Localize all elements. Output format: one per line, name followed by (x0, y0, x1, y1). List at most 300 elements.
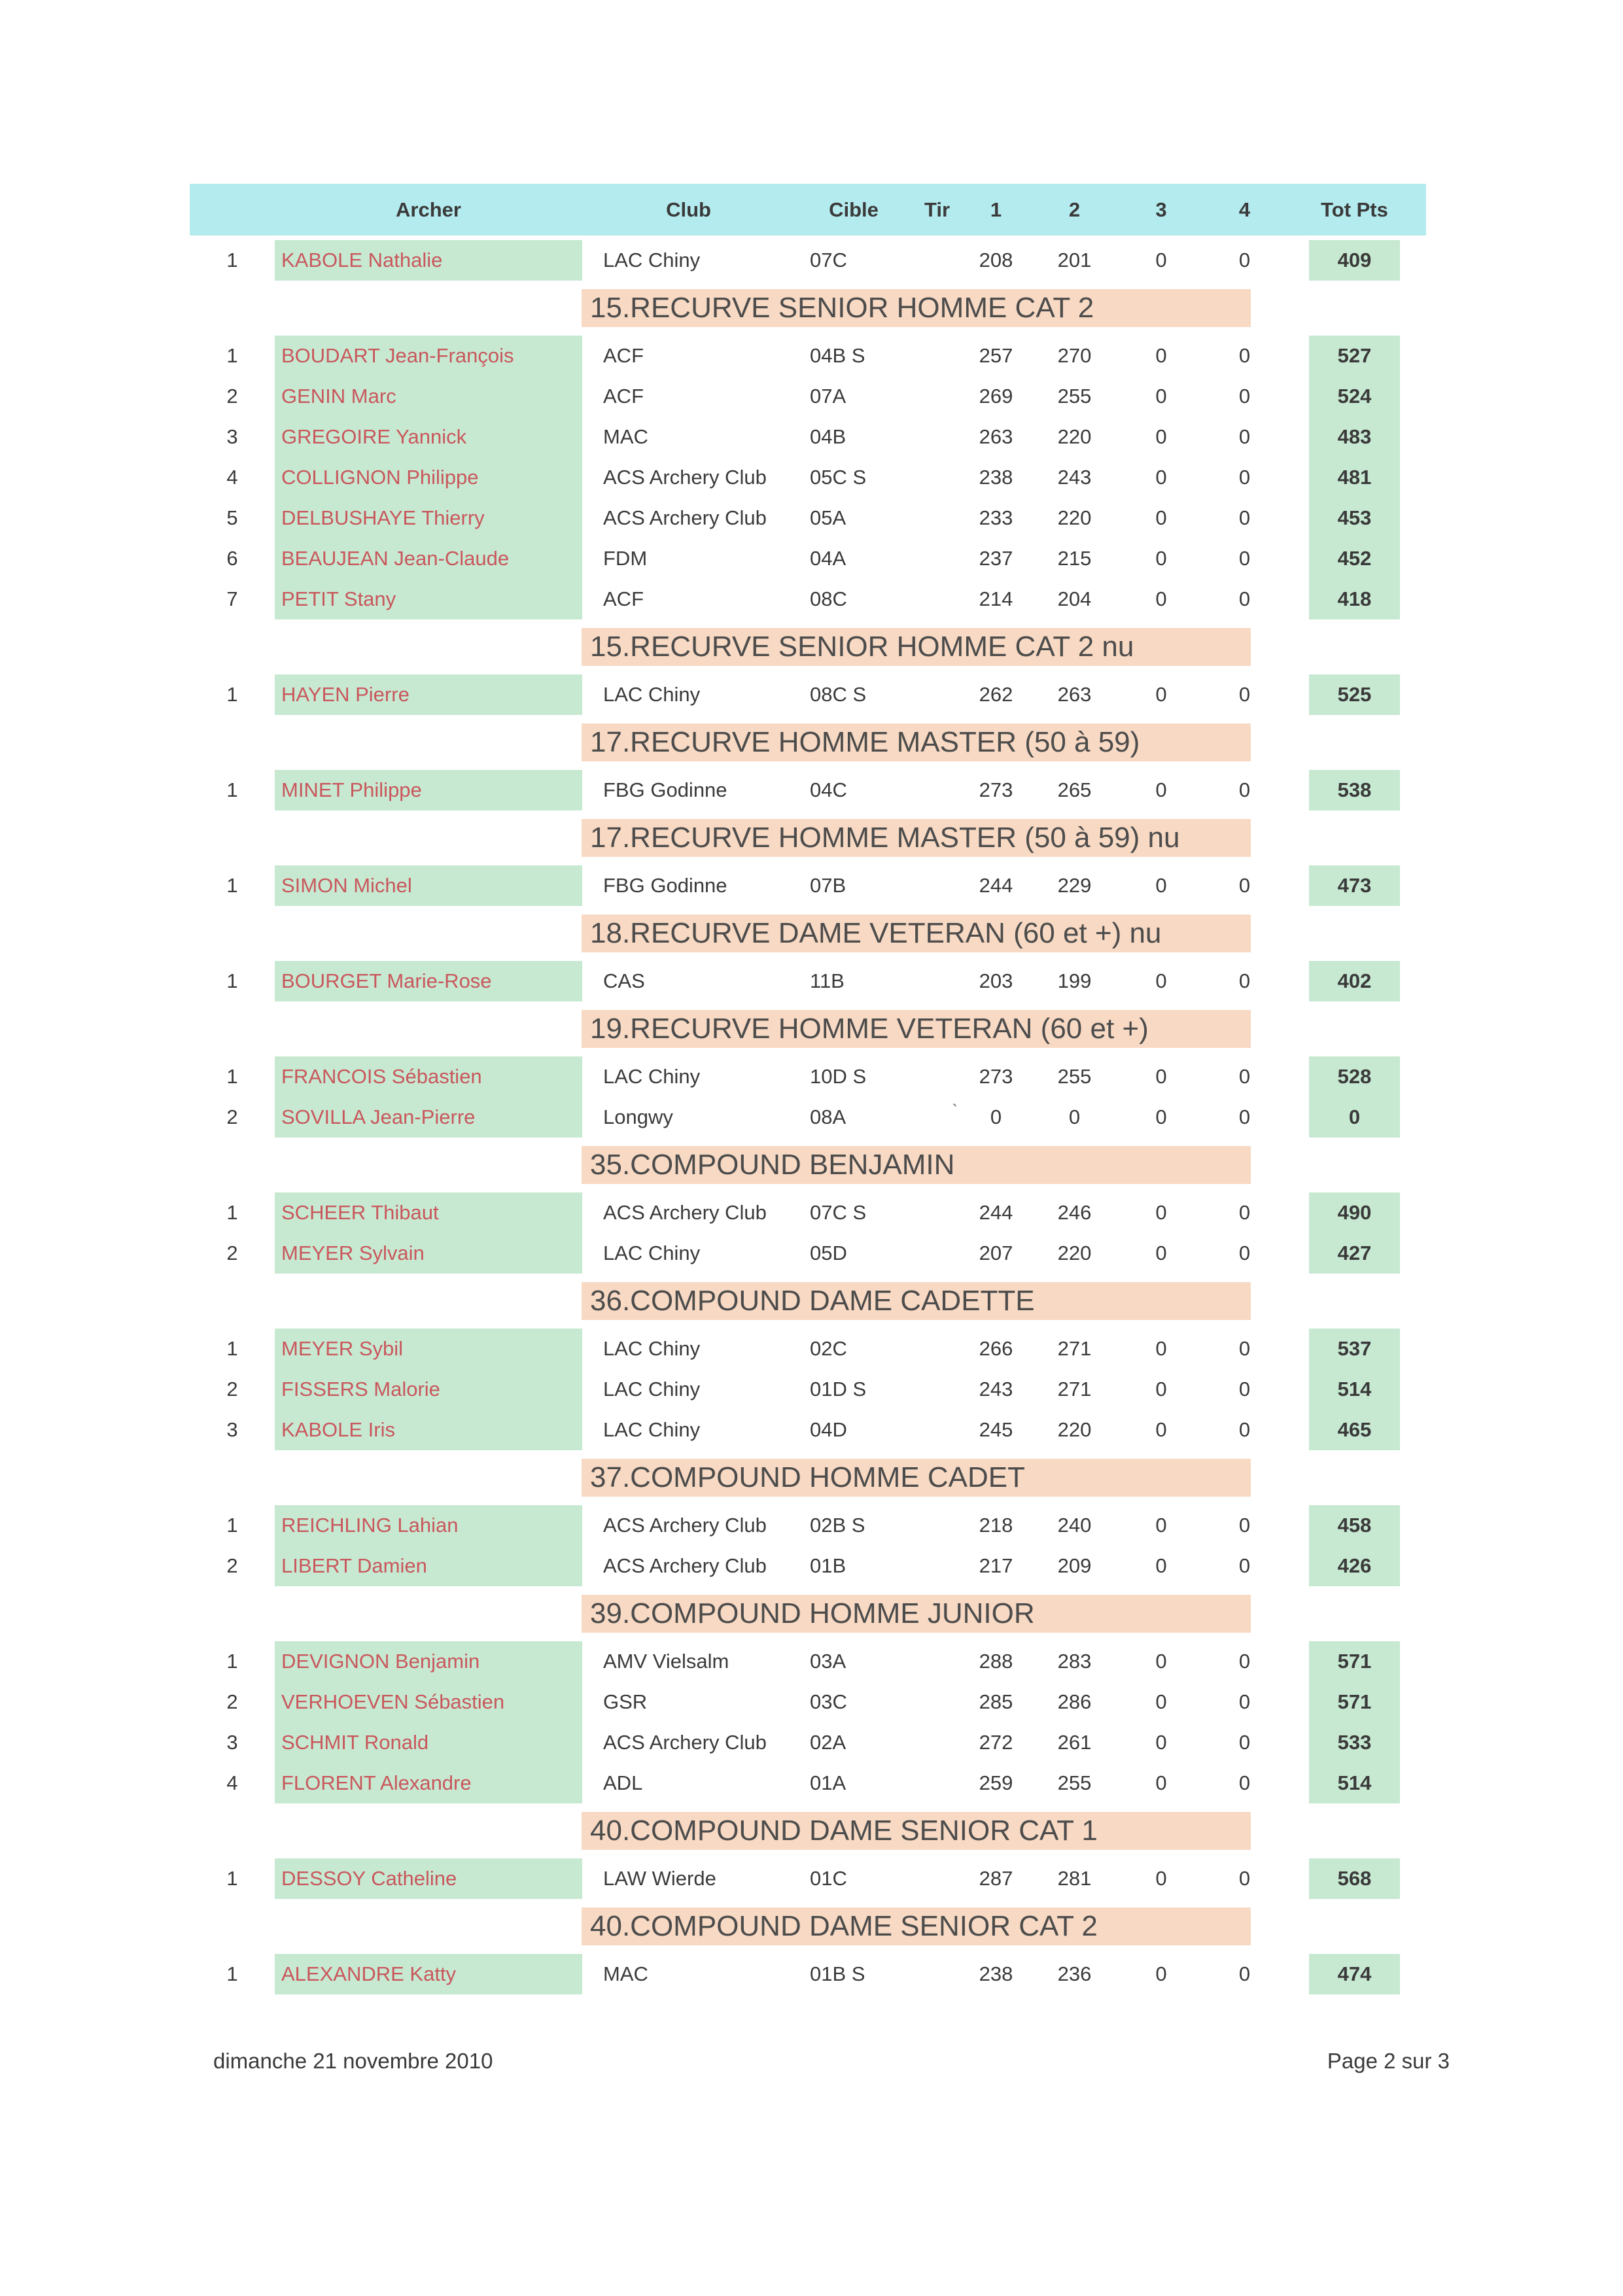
cible-cell: 04B S (810, 344, 865, 367)
rank-cell: 3 (226, 1418, 238, 1441)
category-rows (190, 770, 1426, 810)
total-points-cell: 571 (1309, 1682, 1400, 1722)
tail-cell (1400, 336, 1426, 376)
score1-cell: 287 (979, 1867, 1013, 1890)
tail-cell (1400, 1641, 1426, 1682)
score3-cell: 0 (1155, 249, 1167, 271)
cible-cell: 10D S (810, 1065, 867, 1088)
archer-name-cell: DELBUSHAYE Thierry (275, 498, 582, 538)
score4-cell: 0 (1238, 1731, 1251, 1754)
category-section (190, 819, 1426, 906)
category-rows (190, 961, 1426, 1001)
tir-cell (913, 1722, 962, 1763)
tail-cell (1400, 1763, 1426, 1803)
tail-cell (1400, 1722, 1426, 1763)
column-header-score4: 4 (1238, 198, 1251, 221)
score3-cell: 0 (1155, 1731, 1167, 1754)
tail-cell (1400, 1056, 1426, 1097)
rank-cell: 1 (226, 1962, 238, 1985)
rank-cell: 3 (226, 1731, 238, 1754)
club-cell: LAC Chiny (603, 1337, 701, 1360)
cible-cell: 01C (810, 1867, 847, 1890)
tail-cell (1400, 1369, 1426, 1410)
club-cell: ACF (603, 344, 644, 367)
spacer-cell (1285, 1369, 1309, 1410)
tir-cell (913, 498, 962, 538)
tir-cell (913, 1546, 962, 1586)
spacer-cell (1285, 1722, 1309, 1763)
cible-cell: 02C (810, 1337, 847, 1360)
rank-cell: 2 (226, 1690, 238, 1713)
cible-cell: 01B (810, 1554, 846, 1577)
tir-cell (913, 1410, 962, 1450)
score1-cell: 0 (990, 1105, 1002, 1128)
tir-cell (913, 336, 962, 376)
club-cell: FBG Godinne (603, 874, 727, 897)
score3-cell: 0 (1155, 1771, 1167, 1794)
total-points-cell: 418 (1309, 579, 1400, 619)
rank-cell: 1 (226, 1201, 238, 1224)
archer-name-cell: MINET Philippe (275, 770, 582, 810)
tail-cell (1400, 1954, 1426, 1994)
score2-cell: 243 (1057, 466, 1092, 489)
category-header-band (582, 723, 1251, 761)
result-row (190, 1097, 1426, 1138)
cible-cell: 05A (810, 506, 846, 529)
club-cell: ACS Archery Club (603, 1514, 767, 1537)
score2-cell: 270 (1057, 344, 1092, 367)
tir-cell (913, 376, 962, 417)
club-cell: ACS Archery Club (603, 1201, 767, 1224)
tail-cell (1400, 417, 1426, 457)
total-points-cell: 409 (1309, 240, 1400, 281)
category-rows (190, 1056, 1426, 1138)
score3-cell: 0 (1155, 385, 1167, 408)
category-section (190, 1010, 1426, 1138)
archer-name-cell: VERHOEVEN Sébastien (275, 1682, 582, 1722)
score2-cell: 271 (1057, 1378, 1092, 1400)
tir-cell (913, 240, 962, 281)
score1-cell: 269 (979, 385, 1013, 408)
category-title: 37.COMPOUND HOMME CADET (590, 1461, 1025, 1493)
archer-name-cell: DEVIGNON Benjamin (275, 1641, 582, 1682)
category-rows (190, 1954, 1426, 1994)
club-cell: ACS Archery Club (603, 1554, 767, 1577)
score3-cell: 0 (1155, 1378, 1167, 1400)
archer-name-cell: SIMON Michel (275, 865, 582, 906)
rank-cell: 7 (226, 587, 238, 610)
rank-cell: 3 (226, 425, 238, 448)
rank-cell: 4 (226, 466, 238, 489)
tir-cell (913, 538, 962, 579)
cible-cell: 08A (810, 1105, 846, 1128)
total-points-cell: 473 (1309, 865, 1400, 906)
score3-cell: 0 (1155, 1962, 1167, 1985)
column-header-rank (190, 184, 275, 235)
score2-cell: 220 (1057, 506, 1092, 529)
score3-cell: 0 (1155, 1105, 1167, 1128)
footer-page-number: Page 2 sur 3 (1327, 2049, 1450, 2073)
archer-name-cell: KABOLE Iris (275, 1410, 582, 1450)
result-row (190, 1505, 1426, 1546)
club-cell: LAC Chiny (603, 249, 701, 271)
tail-cell (1400, 770, 1426, 810)
spacer-cell (1285, 770, 1309, 810)
column-header-score3: 3 (1155, 198, 1167, 221)
cible-cell: 05D (810, 1242, 847, 1264)
score1-cell: 272 (979, 1731, 1013, 1754)
rank-cell: 5 (226, 506, 238, 529)
archer-name-cell: GREGOIRE Yannick (275, 417, 582, 457)
tir-cell (913, 674, 962, 715)
column-header-score2: 2 (1068, 198, 1081, 221)
tail-cell (1400, 579, 1426, 619)
score3-cell: 0 (1155, 1065, 1167, 1088)
tir-cell (913, 1641, 962, 1682)
score3-cell: 0 (1155, 1514, 1167, 1537)
score2-cell: 215 (1057, 547, 1092, 570)
tail-cell (1400, 674, 1426, 715)
score3-cell: 0 (1155, 1554, 1167, 1577)
result-row (190, 417, 1426, 457)
rank-cell: 1 (226, 344, 238, 367)
score1-cell: 266 (979, 1337, 1013, 1360)
column-header-score1: 1 (990, 198, 1002, 221)
club-cell: FDM (603, 547, 648, 570)
score2-cell: 240 (1057, 1514, 1092, 1537)
spacer-cell (1285, 1329, 1309, 1369)
score2-cell: 286 (1057, 1690, 1092, 1713)
result-row (190, 498, 1426, 538)
archer-name-cell: PETIT Stany (275, 579, 582, 619)
tir-cell (913, 1682, 962, 1722)
score3-cell: 0 (1155, 587, 1167, 610)
column-header-spacer (1285, 184, 1309, 235)
rank-cell: 1 (226, 1065, 238, 1088)
score1-cell: 262 (979, 683, 1013, 706)
score3-cell: 0 (1155, 1337, 1167, 1360)
archer-name-cell: FLORENT Alexandre (275, 1763, 582, 1803)
category-title: 17.RECURVE HOMME MASTER (50 à 59) nu (590, 822, 1180, 854)
result-row (190, 1954, 1426, 1994)
cible-cell: 07C S (810, 1201, 867, 1224)
score4-cell: 0 (1238, 344, 1251, 367)
score4-cell: 0 (1238, 1867, 1251, 1890)
club-cell: MAC (603, 425, 648, 448)
score3-cell: 0 (1155, 778, 1167, 801)
score1-cell: 238 (979, 1962, 1013, 1985)
tir-cell (913, 579, 962, 619)
archer-name-cell: MEYER Sylvain (275, 1233, 582, 1274)
tir-cell (913, 1369, 962, 1410)
score2-cell: 261 (1057, 1731, 1092, 1754)
rank-cell: 2 (226, 1554, 238, 1577)
score4-cell: 0 (1238, 1242, 1251, 1264)
spacer-cell (1285, 1410, 1309, 1450)
total-points-cell: 571 (1309, 1641, 1400, 1682)
club-cell: CAS (603, 969, 645, 992)
category-rows (190, 1858, 1426, 1899)
category-title: 19.RECURVE HOMME VETERAN (60 et +) (590, 1013, 1149, 1045)
score1-cell: 245 (979, 1418, 1013, 1441)
tir-cell (913, 1056, 962, 1097)
category-section (190, 240, 1426, 281)
category-rows (190, 1192, 1426, 1274)
score2-cell: 220 (1057, 1242, 1092, 1264)
total-points-cell: 568 (1309, 1858, 1400, 1899)
total-points-cell: 0 (1309, 1097, 1400, 1138)
score1-cell: 208 (979, 249, 1013, 271)
category-title: 17.RECURVE HOMME MASTER (50 à 59) (590, 726, 1140, 758)
result-row (190, 376, 1426, 417)
archer-name-cell: GENIN Marc (275, 376, 582, 417)
category-section (190, 628, 1426, 715)
tir-cell (913, 1233, 962, 1274)
spacer-cell (1285, 579, 1309, 619)
archer-name-cell: ALEXANDRE Katty (275, 1954, 582, 1994)
score4-cell: 0 (1238, 1065, 1251, 1088)
score1-cell: 214 (979, 587, 1013, 610)
total-points-cell: 537 (1309, 1329, 1400, 1369)
club-cell: ACS Archery Club (603, 1731, 767, 1754)
tir-cell (913, 417, 962, 457)
score4-cell: 0 (1238, 1514, 1251, 1537)
tail-cell (1400, 865, 1426, 906)
results-table (190, 184, 1426, 1994)
score1-cell: 244 (979, 874, 1013, 897)
result-row (190, 770, 1426, 810)
score2-cell: 201 (1057, 249, 1092, 271)
total-points-cell: 452 (1309, 538, 1400, 579)
score4-cell: 0 (1238, 506, 1251, 529)
score1-cell: 288 (979, 1650, 1013, 1673)
rank-cell: 1 (226, 874, 238, 897)
score3-cell: 0 (1155, 425, 1167, 448)
tail-cell (1400, 1682, 1426, 1722)
table-header-row (190, 184, 1426, 235)
result-row (190, 579, 1426, 619)
score4-cell: 0 (1238, 249, 1251, 271)
result-row (190, 1233, 1426, 1274)
club-cell: LAC Chiny (603, 1242, 701, 1264)
club-cell: LAC Chiny (603, 683, 701, 706)
score4-cell: 0 (1238, 1962, 1251, 1985)
footer-date: dimanche 21 novembre 2010 (213, 2049, 493, 2073)
score1-cell: 263 (979, 425, 1013, 448)
score2-cell: 255 (1057, 1771, 1092, 1794)
total-points-cell: 483 (1309, 417, 1400, 457)
spacer-cell (1285, 538, 1309, 579)
category-section (190, 723, 1426, 810)
archer-name-cell: HAYEN Pierre (275, 674, 582, 715)
score4-cell: 0 (1238, 1690, 1251, 1713)
club-cell: Longwy (603, 1105, 673, 1128)
result-row (190, 1641, 1426, 1682)
score3-cell: 0 (1155, 1242, 1167, 1264)
cible-cell: 04C (810, 778, 847, 801)
category-rows (190, 336, 1426, 619)
score2-cell: 265 (1057, 778, 1092, 801)
cible-cell: 01D S (810, 1378, 867, 1400)
score2-cell: 236 (1057, 1962, 1092, 1985)
rank-cell: 1 (226, 969, 238, 992)
score3-cell: 0 (1155, 1690, 1167, 1713)
archer-name-cell: SOVILLA Jean-Pierre (275, 1097, 582, 1138)
total-points-cell: 538 (1309, 770, 1400, 810)
total-points-cell: 490 (1309, 1192, 1400, 1233)
rank-cell: 1 (226, 778, 238, 801)
category-section (190, 1812, 1426, 1899)
score3-cell: 0 (1155, 547, 1167, 570)
tail-cell (1400, 1410, 1426, 1450)
result-row (190, 1192, 1426, 1233)
column-header-archer: Archer (396, 198, 461, 221)
tail-cell (1400, 1097, 1426, 1138)
category-section (190, 1282, 1426, 1450)
archer-name-cell: BEAUJEAN Jean-Claude (275, 538, 582, 579)
rank-cell: 2 (226, 385, 238, 408)
spacer-cell (1285, 376, 1309, 417)
spacer-cell (1285, 1505, 1309, 1546)
club-cell: ACS Archery Club (603, 466, 767, 489)
tir-cell (913, 961, 962, 1001)
score4-cell: 0 (1238, 1337, 1251, 1360)
cible-cell: 08C S (810, 683, 867, 706)
cible-cell: 04D (810, 1418, 847, 1441)
category-title: 15.RECURVE SENIOR HOMME CAT 2 (590, 292, 1094, 324)
score2-cell: 229 (1057, 874, 1092, 897)
cible-cell: 11B (810, 969, 845, 992)
score2-cell: 0 (1068, 1105, 1081, 1128)
score1-cell: 285 (979, 1690, 1013, 1713)
category-header-band (582, 1010, 1251, 1048)
tir-cell (913, 457, 962, 498)
rank-cell: 6 (226, 547, 238, 570)
score1-cell: 273 (979, 1065, 1013, 1088)
category-header-band (582, 1459, 1251, 1497)
column-header-tir: Tir (924, 198, 951, 221)
total-points-cell: 474 (1309, 1954, 1400, 1994)
total-points-cell: 533 (1309, 1722, 1400, 1763)
archer-name-cell: BOURGET Marie-Rose (275, 961, 582, 1001)
spacer-cell (1285, 1682, 1309, 1722)
score2-cell: 271 (1057, 1337, 1092, 1360)
category-section (190, 1907, 1426, 1994)
archer-name-cell: MEYER Sybil (275, 1329, 582, 1369)
total-points-cell: 427 (1309, 1233, 1400, 1274)
spacer-cell (1285, 674, 1309, 715)
cible-cell: 01B S (810, 1962, 865, 1985)
score4-cell: 0 (1238, 547, 1251, 570)
result-row (190, 961, 1426, 1001)
results-sections (190, 240, 1426, 1994)
spacer-cell (1285, 1954, 1309, 1994)
rank-cell: 1 (226, 1650, 238, 1673)
column-header-cible: Cible (829, 198, 879, 221)
rank-cell: 1 (226, 1337, 238, 1360)
score2-cell: 255 (1057, 385, 1092, 408)
total-points-cell: 527 (1309, 336, 1400, 376)
category-section (190, 914, 1426, 1001)
score2-cell: 283 (1057, 1650, 1092, 1673)
spacer-cell (1285, 961, 1309, 1001)
score1-cell: 217 (979, 1554, 1013, 1577)
tail-cell (1400, 1505, 1426, 1546)
score3-cell: 0 (1155, 683, 1167, 706)
score4-cell: 0 (1238, 1378, 1251, 1400)
rank-cell: 2 (226, 1105, 238, 1128)
total-points-cell: 402 (1309, 961, 1400, 1001)
score2-cell: 255 (1057, 1065, 1092, 1088)
archer-name-cell: BOUDART Jean-François (275, 336, 582, 376)
result-row (190, 457, 1426, 498)
total-points-cell: 458 (1309, 1505, 1400, 1546)
archer-name-cell: REICHLING Lahian (275, 1505, 582, 1546)
total-points-cell: 481 (1309, 457, 1400, 498)
result-row (190, 1763, 1426, 1803)
spacer-cell (1285, 1192, 1309, 1233)
score1-cell: 259 (979, 1771, 1013, 1794)
category-rows (190, 674, 1426, 715)
score2-cell: 204 (1057, 587, 1092, 610)
tir-cell (913, 1329, 962, 1369)
tir-cell (913, 1192, 962, 1233)
result-row (190, 1369, 1426, 1410)
result-row (190, 240, 1426, 281)
score4-cell: 0 (1238, 1418, 1251, 1441)
tail-cell (1400, 498, 1426, 538)
cible-cell: 03A (810, 1650, 846, 1673)
club-cell: LAC Chiny (603, 1065, 701, 1088)
total-points-cell: 514 (1309, 1763, 1400, 1803)
tir-cell: ` (952, 1101, 958, 1121)
rank-cell: 1 (226, 249, 238, 271)
spacer-cell (1285, 1056, 1309, 1097)
score2-cell: 281 (1057, 1867, 1092, 1890)
result-row (190, 1722, 1426, 1763)
score1-cell: 238 (979, 466, 1013, 489)
archer-name-cell: SCHEER Thibaut (275, 1192, 582, 1233)
club-cell: MAC (603, 1962, 648, 1985)
category-section (190, 289, 1426, 619)
spacer-cell (1285, 240, 1309, 281)
category-title: 39.COMPOUND HOMME JUNIOR (590, 1597, 1035, 1629)
club-cell: AMV Vielsalm (603, 1650, 729, 1673)
score4-cell: 0 (1238, 969, 1251, 992)
column-header-club: Club (666, 198, 711, 221)
score4-cell: 0 (1238, 1105, 1251, 1128)
category-rows (190, 1329, 1426, 1450)
archer-name-cell: FISSERS Malorie (275, 1369, 582, 1410)
archer-name-cell: COLLIGNON Philippe (275, 457, 582, 498)
category-section (190, 1459, 1426, 1586)
club-cell: LAC Chiny (603, 1418, 701, 1441)
score3-cell: 0 (1155, 969, 1167, 992)
spacer-cell (1285, 417, 1309, 457)
result-row (190, 1546, 1426, 1586)
tail-cell (1400, 961, 1426, 1001)
tir-cell (913, 1763, 962, 1803)
tir-cell (913, 1858, 962, 1899)
category-header-band (582, 1812, 1251, 1850)
score4-cell: 0 (1238, 1771, 1251, 1794)
category-header-band (582, 289, 1251, 327)
score2-cell: 209 (1057, 1554, 1092, 1577)
tir-cell (913, 1954, 962, 1994)
tail-cell (1400, 1858, 1426, 1899)
score3-cell: 0 (1155, 1201, 1167, 1224)
result-row (190, 538, 1426, 579)
